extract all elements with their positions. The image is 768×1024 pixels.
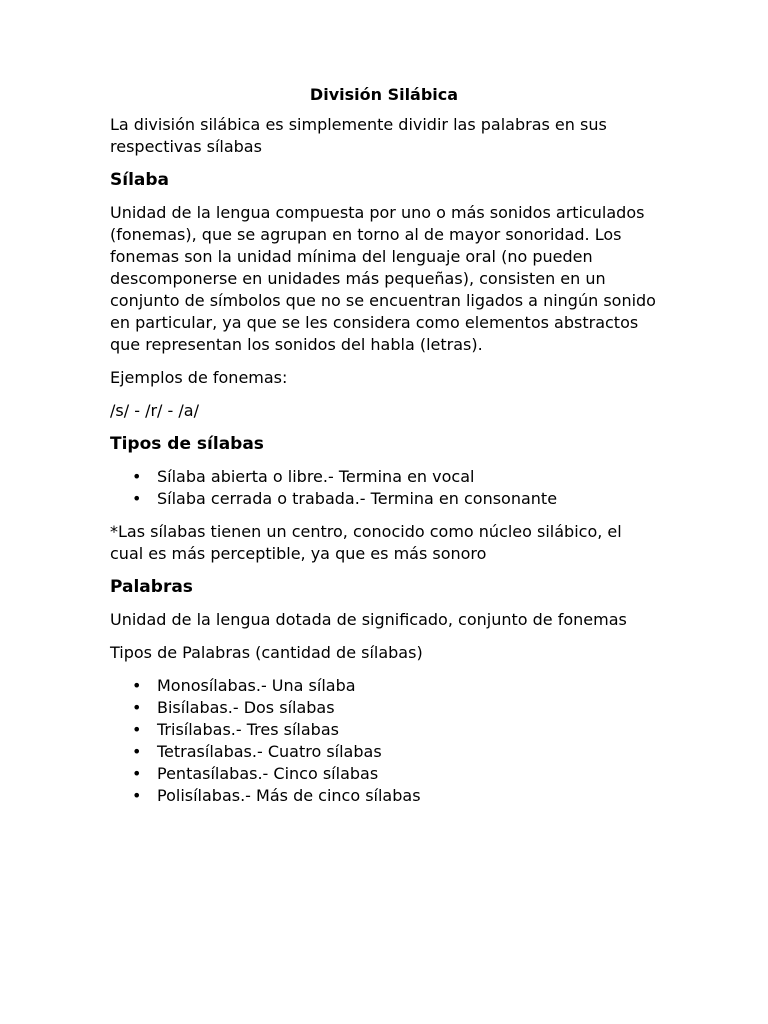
list-item: • Pentasílabas.- Cinco sílabas: [110, 763, 658, 785]
list-item: • Monosílabas.- Una sílaba: [110, 675, 658, 697]
list-item: • Polisílabas.- Más de cinco sílabas: [110, 785, 658, 807]
palabras-definition: Unidad de la lengua dotada de significado, conjunto de fonemas: [110, 610, 627, 629]
document-title: División Silábica: [309, 85, 459, 104]
heading-tipos-silabas: Tipos de sílabas: [110, 434, 264, 454]
tipos-palabras-label: Tipos de Palabras (cantidad de sílabas): [110, 643, 423, 662]
silaba-definition: Unidad de la lengua compuesta por uno o más sonidos articulados (fonemas), que se agrupan en torno al de mayor sonoridad. Los fonemas son la unidad mínima del lenguaje oral (no pueden descomponerse en unidades más pequeñas), consisten en un conjunto de símbolos que no se encuentran ligados a ningún sonido en particular, ya que se les considera como elementos abstractos que representan los sonidos del habla (letras).: [110, 203, 656, 354]
list-item: • Sílaba cerrada o trabada.- Termina en consonante: [110, 488, 658, 510]
examples-label: Ejemplos de fonemas:: [110, 368, 288, 387]
tipos-palabras-list: [110, 675, 658, 807]
list-item: • Trisílabas.- Tres sílabas: [110, 719, 658, 741]
tipos-silabas-list: [110, 466, 658, 510]
list-item: • Sílaba abierta o libre.- Termina en vocal: [110, 466, 658, 488]
list-item: • Bisílabas.- Dos sílabas: [110, 697, 658, 719]
list-item: • Tetrasílabas.- Cuatro sílabas: [110, 741, 658, 763]
heading-silaba: Sílaba: [110, 170, 170, 190]
fonemas-examples: /s/ - /r/ - /a/: [110, 401, 199, 420]
nucleo-note: *Las sílabas tienen un centro, conocido como núcleo silábico, el cual es más perceptible, ya que es más sonoro: [110, 522, 622, 563]
intro-paragraph: La división silábica es simplemente dividir las palabras en sus respectivas sílabas: [110, 115, 607, 156]
heading-palabras: Palabras: [110, 577, 193, 597]
